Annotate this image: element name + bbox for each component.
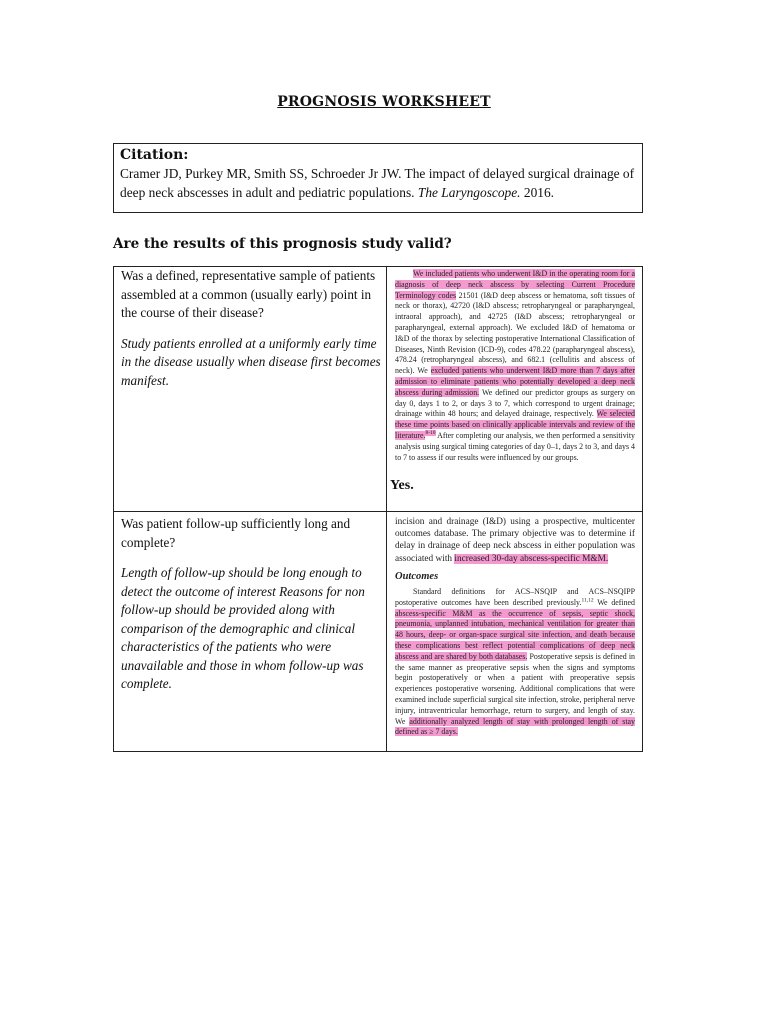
row1-excerpt-highlighted-text: 8-10 bbox=[425, 430, 436, 437]
row2-question: Was patient follow-up sufficiently long and complete? bbox=[121, 516, 351, 550]
table-row-divider bbox=[114, 511, 642, 512]
row1-left-cell bbox=[121, 267, 383, 390]
table-column-divider bbox=[386, 267, 387, 751]
row1-question: Was a defined, representative sample of patients assembled at a common (usually early) point in the course of their disease? bbox=[121, 268, 376, 320]
validity-question: Are the results of this prognosis study valid? bbox=[113, 236, 452, 252]
row1-excerpt-highlighted-text: We selected these time points based on clinically applicable intervals and review of the literature. bbox=[395, 409, 635, 440]
page-title: PROGNOSIS WORKSHEET bbox=[277, 94, 491, 110]
citation-text bbox=[120, 164, 636, 202]
row1-answer: Yes. bbox=[390, 478, 414, 493]
row2-excerpt-body-highlighted-text: additionally analyzed length of stay with prolonged length of stay defined as ≥ 7 days. bbox=[395, 716, 635, 737]
row1-excerpt-highlighted-text: excluded patients who underwent I&D more than 7 days after admission to eliminate patients who potentially developed a deep neck abscess during admission. bbox=[395, 366, 635, 397]
row2-excerpt-body bbox=[395, 587, 635, 738]
citation-box bbox=[113, 143, 643, 213]
row2-excerpt-body-text: Standard definitions for ACS–NSQIP and ACS–NSQIPP postoperative outcomes have been described previously. bbox=[395, 587, 635, 607]
row2-excerpt-body-text: 11,12 bbox=[581, 597, 594, 604]
row2-excerpt-intro bbox=[395, 517, 635, 564]
row1-article-excerpt bbox=[395, 269, 635, 463]
citation-year: 2016. bbox=[523, 185, 555, 200]
row2-hint: Length of follow-up should be long enough to detect the outcome of interest Reasons for non follow-up should be provided along with comparison of the demographic and clinical characteristics of the patients who were unavailable and those in whom follow-up was complete. bbox=[121, 565, 365, 691]
criteria-table bbox=[113, 266, 643, 752]
outcomes-heading: Outcomes bbox=[395, 570, 439, 582]
row2-excerpt-body-text: Postoperative sepsis is defined in the same manner as preoperative sepsis when the signs and symptoms begin postoperatively or when a patient with preoperative sepsis experiences postoperative worsening. Additional complications that were examined include superficial surgical site infection, stroke, peripheral nerve injury, intraventricular hemorrhage, return to surgery, and length of stay. We bbox=[395, 651, 635, 726]
row1-excerpt-text: After completing our analysis, we then performed a sensitivity analysis using surgical timing categories of day 0–1, days 2 to 3, and days 4 to 7 to assess if our results were influenced by our groups. bbox=[395, 430, 635, 462]
citation-journal: The Laryngoscope. bbox=[417, 185, 521, 200]
row1-excerpt-highlighted-text: We included patients who underwent I&D in the operating room for a diagnosis of deep neck abscess by selecting Current Procedure Terminology codes bbox=[395, 269, 635, 300]
row1-excerpt-text: We defined our predictor groups as surgery on day 0, days 1 to 2, or days 3 to 7, which correspond to urgent drainage; drainage within 48 hours; and delayed drainage, respectively. bbox=[395, 387, 635, 419]
row2-excerpt-body-text: We defined bbox=[593, 597, 635, 607]
citation-label: Citation: bbox=[120, 147, 189, 163]
row2-excerpt-intro-text: incision and drainage (I&D) using a prospective, multicenter outcomes database. The primary objective was to determine if delay in drainage of deep neck abscess in either population was associated with bbox=[395, 517, 635, 564]
row1-hint: Study patients enrolled at a uniformly early time in the disease usually when disease first becomes manifest. bbox=[121, 335, 381, 388]
row2-left-cell bbox=[121, 515, 383, 694]
row2-article-excerpt bbox=[395, 516, 635, 738]
row2-excerpt-intro-highlighted-text: increased 30-day abscess-specific M&M. bbox=[454, 553, 609, 564]
row1-excerpt-text: 21501 (I&D deep abscess or hematoma, soft tissues of neck or thorax), 42720 (I&D abscess; retropharyngeal or parapharyngeal, intraoral approach), and 42725 (I&D abscess; retropharyngeal or parapharyngeal, external approach). We excluded I&D of hematoma or I&D of the thorax by selecting postoperative International Classification of Diseases, Ninth Revision (ICD-9), codes 478.22 (parapharyngeal abscess), 478.24 (retropharyngeal abscess), and 682.1 (cellulitis and abscess of neck). We bbox=[395, 290, 636, 376]
row2-excerpt-body-highlighted-text: abscess-specific M&M as the occurrence of sepsis, septic shock, pneumonia, unplanned intubation, mechanical ventilation for greater than 48 hours, deep- or organ-space surgical site infection, and death because these complications best reflect potential complications of deep neck abscess and are shared by both databases. bbox=[395, 608, 635, 661]
citation-authors-title: Cramer JD, Purkey MR, Smith SS, Schroeder Jr JW. The impact of delayed surgical drainage of deep neck abscesses in adult and pediatric populations. bbox=[120, 166, 635, 200]
